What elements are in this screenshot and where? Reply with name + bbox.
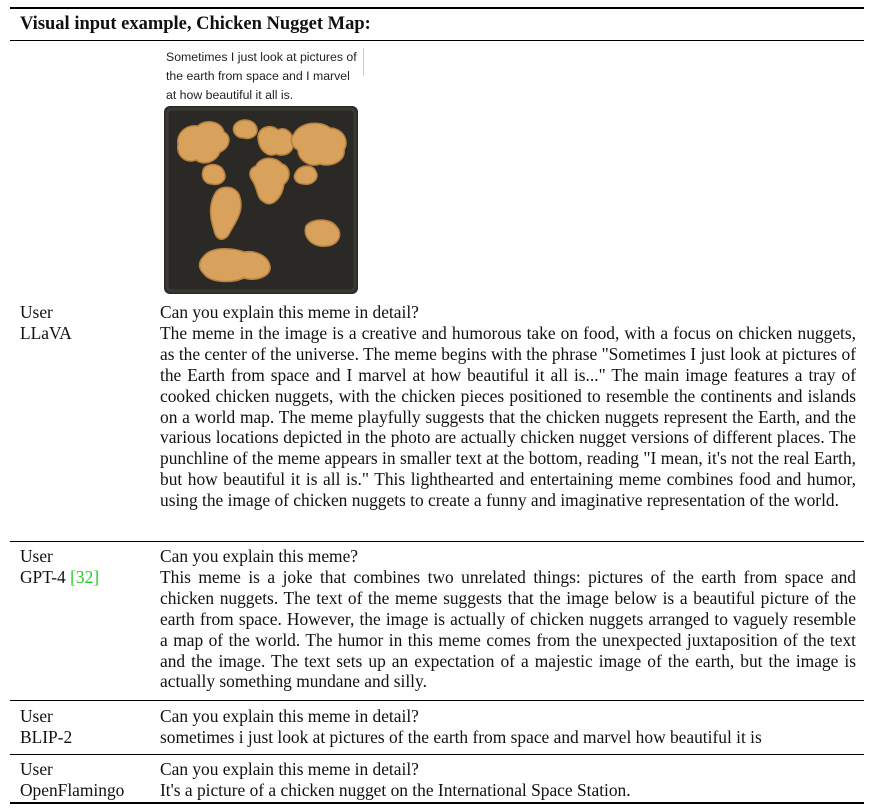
model-label: BLIP-2 (20, 726, 73, 747)
user-prompt: Can you explain this meme in detail? (160, 706, 419, 726)
model-label-line (20, 567, 160, 588)
model-answer: sometimes i just look at pictures of the earth from space and marvel how beautiful it is (160, 726, 762, 747)
model-answer: The meme in the image is a creative and humorous take on food, with a focus on chicken nuggets, as the center of the universe. The meme begins with the phrase "Sometimes I just look at pictures of the Earth from space and I marvel at how beautiful it all is..." The main image features a tray of cooked chicken nuggets, with the chicken pieces positioned to resemble the continents and islands on a world map. The meme playfully suggests that the chicken nuggets represent the Earth, and the various locations depicted in the photo are actually chicken nugget versions of different places. The punchline of the meme appears in smaller text at the bottom, reading "I mean, it's not the real Earth, but how beautiful it is all is." This lighthearted and entertaining meme combines food and humor, using the image of chicken nuggets to create a funny and imaginative representation of the world. (160, 322, 856, 511)
speaker-column (20, 302, 160, 344)
row-divider-2 (10, 700, 864, 701)
dialogue-column (160, 759, 856, 801)
model-label: LLaVA (20, 322, 72, 343)
citation-link[interactable]: [32] (70, 566, 100, 587)
table-title: Visual input example, Chicken Nugget Map: (20, 14, 371, 34)
chicken-nugget-tray-photo (164, 106, 358, 294)
user-prompt: Can you explain this meme in detail? (160, 302, 419, 322)
nugget-south-east-asia (294, 166, 317, 184)
row-divider-1 (10, 541, 864, 542)
speaker-column (20, 546, 160, 588)
nugget-europe (258, 127, 293, 155)
user-label: User (20, 706, 53, 726)
user-prompt: Can you explain this meme? (160, 546, 359, 566)
dialogue-column (160, 546, 856, 692)
nugget-australia (305, 220, 339, 246)
top-rule (10, 7, 864, 9)
model-answer: This meme is a joke that combines two unrelated things: pictures of the earth from space and chicken nuggets. The text of the meme suggests that the image below is a beautiful picture of the earth from space. However, the image is actually of chicken nuggets arranged to vaguely resemble a map of the world. The humor in this meme comes from the unexpected juxtaposition of the text and the image. The text sets up an expectation of a majestic image of the earth, but the image is actually something mundane and silly. (160, 566, 856, 692)
model-label: GPT-4 (20, 566, 66, 587)
user-label: User (20, 302, 53, 322)
user-label: User (20, 759, 53, 779)
dialogue-column (160, 706, 856, 748)
meme-caption-edge (363, 48, 364, 76)
nugget-antarctica (200, 249, 271, 282)
row-divider-3 (10, 754, 864, 755)
meme-caption: Sometimes I just look at pictures of the earth from space and I marvel at how beautiful it all is. (166, 50, 357, 103)
speaker-column (20, 759, 160, 801)
header-rule (10, 40, 864, 41)
dialogue-column (160, 302, 856, 511)
user-label: User (20, 546, 53, 566)
meme-image (164, 44, 364, 296)
model-label: OpenFlamingo (20, 779, 125, 800)
model-answer: It's a picture of a chicken nugget on the International Space Station. (160, 779, 631, 800)
bottom-rule (10, 802, 864, 804)
nugget-central-america (202, 165, 225, 185)
speaker-column (20, 706, 160, 748)
user-prompt: Can you explain this meme in detail? (160, 759, 419, 779)
nugget-greenland (233, 120, 257, 138)
